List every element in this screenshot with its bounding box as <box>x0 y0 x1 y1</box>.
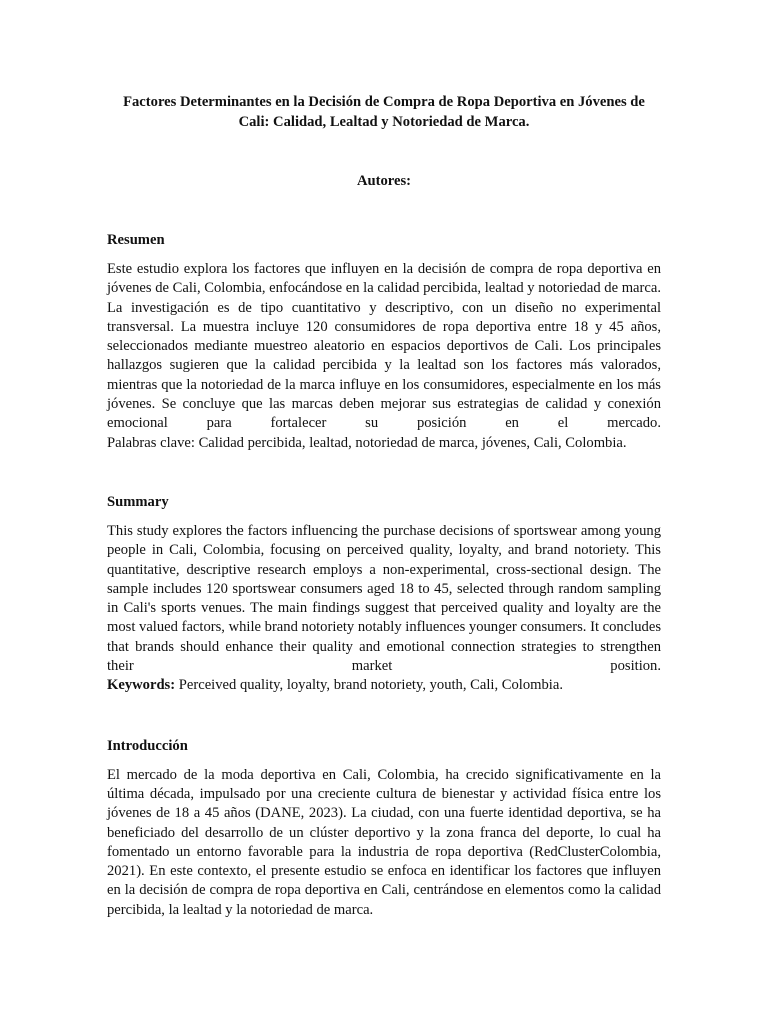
introduccion-heading: Introducción <box>107 737 188 754</box>
section-introduccion <box>107 736 661 920</box>
paper-title: Factores Determinantes en la Decisión de Compra de Ropa Deportiva en Jóvenes de Cali: Calidad, Lealtad y Notoriedad de Marca. <box>123 94 645 130</box>
summary-heading: Summary <box>107 493 169 510</box>
summary-keywords-label: Keywords: <box>107 677 176 694</box>
introduccion-body: El mercado de la moda deportiva en Cali, Colombia, ha crecido significativamente en la última década, impulsado por una creciente cultura de bienestar y actividad física entre los jóvenes de 18 a 45 años (DANE, 2023). La ciudad, con una fuerte identidad deportiva, se ha beneficiado del desarrollo de un clúster deportivo y la zona franca del deporte, lo cual ha fomentado un entorno favorable para la industria de ropa deportiva (RedClusterColombia, 2021). En este contexto, el presente estudio se enfoca en identificar los factores que influyen en la decisión de compra de ropa deportiva en Cali, centrándose en elementos como la calidad percibida, la lealtad y la notoriedad de marca. <box>107 766 661 918</box>
section-summary <box>107 492 661 696</box>
resumen-heading: Resumen <box>107 232 165 248</box>
resumen-text: Este estudio explora los factores que influyen en la decisión de compra de ropa deportiva en jóvenes de Cali, Colombia, enfocándose en la calidad percibida, lealtad y notoriedad de marca. La investigación es de tipo cuantitativo y descriptivo, con un diseño no experimental transversal. La muestra incluye 120 consumidores de ropa deportiva entre 18 y 45 años, seleccionados mediante muestreo aleatorio en espacios deportivos de Cali. Los principales hallazgos sugieren que la calidad percibida y la lealtad son los factores más valorados, mientras que la notoriedad de la marca influye en los consumidores, especialmente en los más jóvenes. Se concluye que las marcas deben mejorar sus estrategias de calidad y conexión emocional para fortalecer su posición en el mercado. <box>107 261 661 432</box>
resumen-keywords: Palabras clave: Calidad percibida, lealtad, notoriedad de marca, jóvenes, Cali, Colombia. <box>107 434 627 451</box>
summary-keywords: Perceived quality, loyalty, brand notoriety, youth, Cali, Colombia. <box>175 677 563 694</box>
summary-text: This study explores the factors influencing the purchase decisions of sportswear among young people in Cali, Colombia, focusing on perceived quality, loyalty, and brand notoriety. This quantitative, descriptive research employs a non-experimental, cross-sectional design. The sample includes 120 sportswear consumers aged 18 to 45, selected through random sampling in Cali's sports venues. The main findings suggest that perceived quality and loyalty are the most valued factors, while brand notoriety notably influences younger consumers. It concludes that brands should enhance their quality and emotional connection strategies to strengthen their market position. <box>107 522 662 675</box>
authors-label: Autores: <box>356 173 412 189</box>
document-page <box>107 92 661 920</box>
summary-body <box>107 522 661 696</box>
section-resumen <box>107 230 661 453</box>
resumen-body <box>107 260 661 453</box>
summary-keywords-line <box>107 676 661 695</box>
